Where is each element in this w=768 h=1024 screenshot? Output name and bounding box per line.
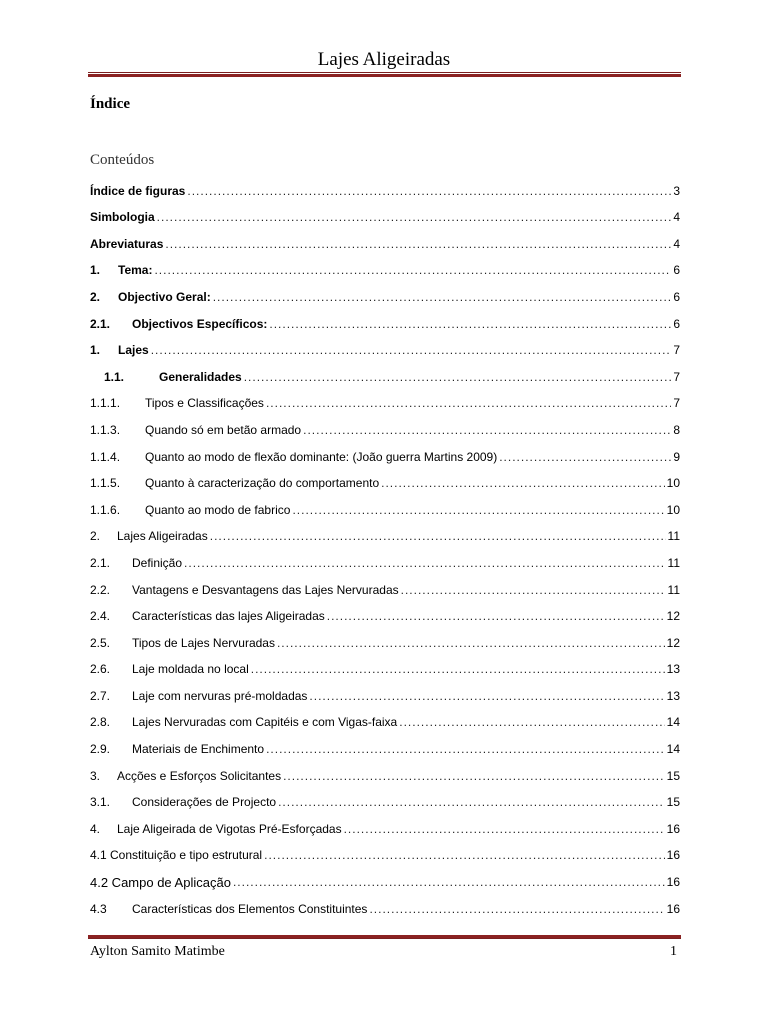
toc-entry-page: 16 [666,875,680,890]
toc-entry[interactable] [90,495,680,522]
toc-entry-number: 2.8. [90,715,111,730]
toc-entry[interactable] [90,415,680,442]
toc-entry-page: 6 [673,289,680,304]
toc-entry-title: Tema: [118,263,153,278]
dot-leader [303,423,671,438]
toc-entry-title: Lajes [118,343,149,358]
toc-entry-page: 13 [666,688,680,703]
table-of-contents [90,176,680,921]
toc-entry-page: 7 [673,343,680,358]
dot-leader [264,848,665,863]
dot-leader [277,636,665,651]
toc-entry-page: 7 [673,369,680,384]
toc-entry-page: 10 [666,502,680,517]
dot-leader [269,317,671,332]
toc-entry-number: 1.1. [104,369,125,384]
toc-entry[interactable] [90,708,680,735]
toc-entry-title: Generalidades [159,369,242,384]
toc-entry[interactable] [90,681,680,708]
dot-leader [292,503,664,518]
toc-entry[interactable] [90,203,680,230]
toc-entry-page: 6 [673,263,680,278]
header-divider [88,72,681,77]
toc-entry[interactable] [90,894,680,921]
toc-entry-title: Abreviaturas [90,236,164,251]
dot-leader [251,662,665,677]
dot-leader [157,210,672,225]
dot-leader [233,875,665,890]
dot-leader [327,609,665,624]
toc-entry-title: Objectivos Específicos: [132,316,268,331]
toc-entry-title: Simbologia [90,210,155,225]
footer-divider [88,934,681,939]
dot-leader [213,290,672,305]
toc-entry[interactable] [90,256,680,283]
toc-entry-title: 4.1 Constituição e tipo estrutural [90,848,263,863]
toc-entry-page: 7 [673,396,680,411]
dot-leader [187,184,671,199]
toc-entry-title: Quanto à caracterização do comportamento [145,476,380,491]
toc-entry[interactable] [90,389,680,416]
toc-entry-page: 4 [673,210,680,225]
toc-entry-page: 14 [666,742,680,757]
toc-entry-title: Quanto ao modo de fabrico [145,502,291,517]
toc-entry-title: Vantagens e Desvantagens das Lajes Nervuradas [132,582,399,597]
dot-leader [244,370,672,385]
toc-entry-number: 2. [90,529,101,544]
toc-entry-title: Tipos e Classificações [145,396,264,411]
toc-entry-number: 2.7. [90,688,111,703]
toc-entry-title: Materiais de Enchimento [132,742,265,757]
toc-entry[interactable] [90,309,680,336]
toc-entry-number: 1.1.3. [90,422,121,437]
toc-entry[interactable] [90,442,680,469]
dot-leader [399,715,664,730]
dot-leader [283,769,665,784]
toc-entry-page: 12 [666,635,680,650]
toc-entry-page: 11 [667,555,680,570]
toc-entry-title: Considerações de Projecto [132,795,277,810]
toc-entry-title: Quando só em betão armado [145,422,302,437]
toc-entry[interactable] [90,336,680,363]
toc-entry-title: 4.2 Campo de Aplicação [90,875,231,891]
toc-entry-page: 11 [667,582,680,597]
toc-entry-page: 15 [666,795,680,810]
toc-entry-number: 3.1. [90,795,111,810]
dot-leader [210,529,666,544]
toc-entry[interactable] [90,575,680,602]
toc-entry-number: 2.1. [90,316,111,331]
toc-entry-number: 1.1.1. [90,396,121,411]
toc-entry-number: 4. [90,821,101,836]
toc-entry[interactable] [90,734,680,761]
toc-entry-page: 11 [667,529,680,544]
toc-entry-page: 16 [666,821,680,836]
toc-entry-number: 2.1. [90,555,111,570]
toc-entry-number: 1. [90,343,101,358]
toc-entry-title: Laje Aligeirada de Vigotas Pré-Esforçadas [117,821,342,836]
toc-entry-title: Objectivo Geral: [118,289,211,304]
toc-entry-page: 10 [666,476,680,491]
dot-leader [154,263,671,278]
toc-entry-page: 4 [673,236,680,251]
toc-entry-title: Tipos de Lajes Nervuradas [132,635,275,650]
toc-entry-page: 9 [673,449,680,464]
dot-leader [151,343,672,358]
toc-entry-page: 13 [666,662,680,677]
toc-entry-page: 6 [673,316,680,331]
dot-leader [184,556,666,571]
toc-entry[interactable] [90,761,680,788]
toc-entry[interactable] [90,522,680,549]
dot-leader [401,583,666,598]
dot-leader [344,822,665,837]
index-heading: Índice [90,96,131,112]
toc-entry[interactable] [90,655,680,682]
toc-entry-number: 1. [90,263,101,278]
toc-entry-title: Quanto ao modo de flexão dominante: (João guerra Martins 2009) [145,449,498,464]
toc-entry-title: Características das lajes Aligeiradas [132,609,325,624]
toc-entry[interactable] [90,602,680,629]
toc-entry-number: 2. [90,289,101,304]
dot-leader [369,902,664,917]
toc-entry[interactable] [90,867,680,894]
toc-entry[interactable] [90,548,680,575]
toc-entry-number: 2.9. [90,742,111,757]
dot-leader [266,396,671,411]
toc-entry-number: 2.6. [90,662,111,677]
toc-entry-number: 2.4. [90,609,111,624]
dot-leader [309,689,664,704]
toc-entry-title: Acções e Esforços Solicitantes [117,768,282,783]
toc-entry-number: 4.3 [90,901,107,916]
toc-entry-number: 1.1.6. [90,502,121,517]
toc-entry[interactable] [90,362,680,389]
toc-entry-page: 12 [666,609,680,624]
toc-entry-title: Índice de figuras [90,183,186,198]
dot-leader [165,237,671,252]
dot-leader [266,742,665,757]
toc-entry-number: 1.1.4. [90,449,121,464]
toc-entry[interactable] [90,176,680,203]
toc-entry[interactable] [90,282,680,309]
toc-entry-title: Características dos Elementos Constituintes [132,901,368,916]
contents-heading: Conteúdos [90,152,155,168]
toc-entry[interactable] [90,229,680,256]
toc-entry-number: 3. [90,768,101,783]
dot-leader [278,795,665,810]
toc-entry-title: Laje com nervuras pré-moldadas [132,688,308,703]
toc-entry-page: 14 [666,715,680,730]
document-header-title: Lajes Aligeiradas [317,49,451,70]
footer-page-number: 1 [670,944,677,959]
toc-entry[interactable] [90,788,680,815]
toc-entry-page: 3 [673,183,680,198]
toc-entry[interactable] [90,841,680,868]
toc-entry-title: Laje moldada no local [132,662,249,677]
toc-entry[interactable] [90,469,680,496]
toc-entry-page: 15 [666,768,680,783]
toc-entry-title: Lajes Aligeiradas [117,529,208,544]
toc-entry-page: 8 [673,422,680,437]
dot-leader [499,450,671,465]
toc-entry[interactable] [90,628,680,655]
toc-entry-number: 2.5. [90,635,111,650]
toc-entry-page: 16 [666,901,680,916]
dot-leader [381,476,665,491]
toc-entry-title: Lajes Nervuradas com Capitéis e com Vigas-faixa [132,715,398,730]
toc-entry-number: 2.2. [90,582,111,597]
toc-entry-number: 1.1.5. [90,476,121,491]
toc-entry-page: 16 [666,848,680,863]
footer-author: Aylton Samito Matimbe [90,944,225,959]
toc-entry[interactable] [90,814,680,841]
toc-entry-title: Definição [132,555,183,570]
